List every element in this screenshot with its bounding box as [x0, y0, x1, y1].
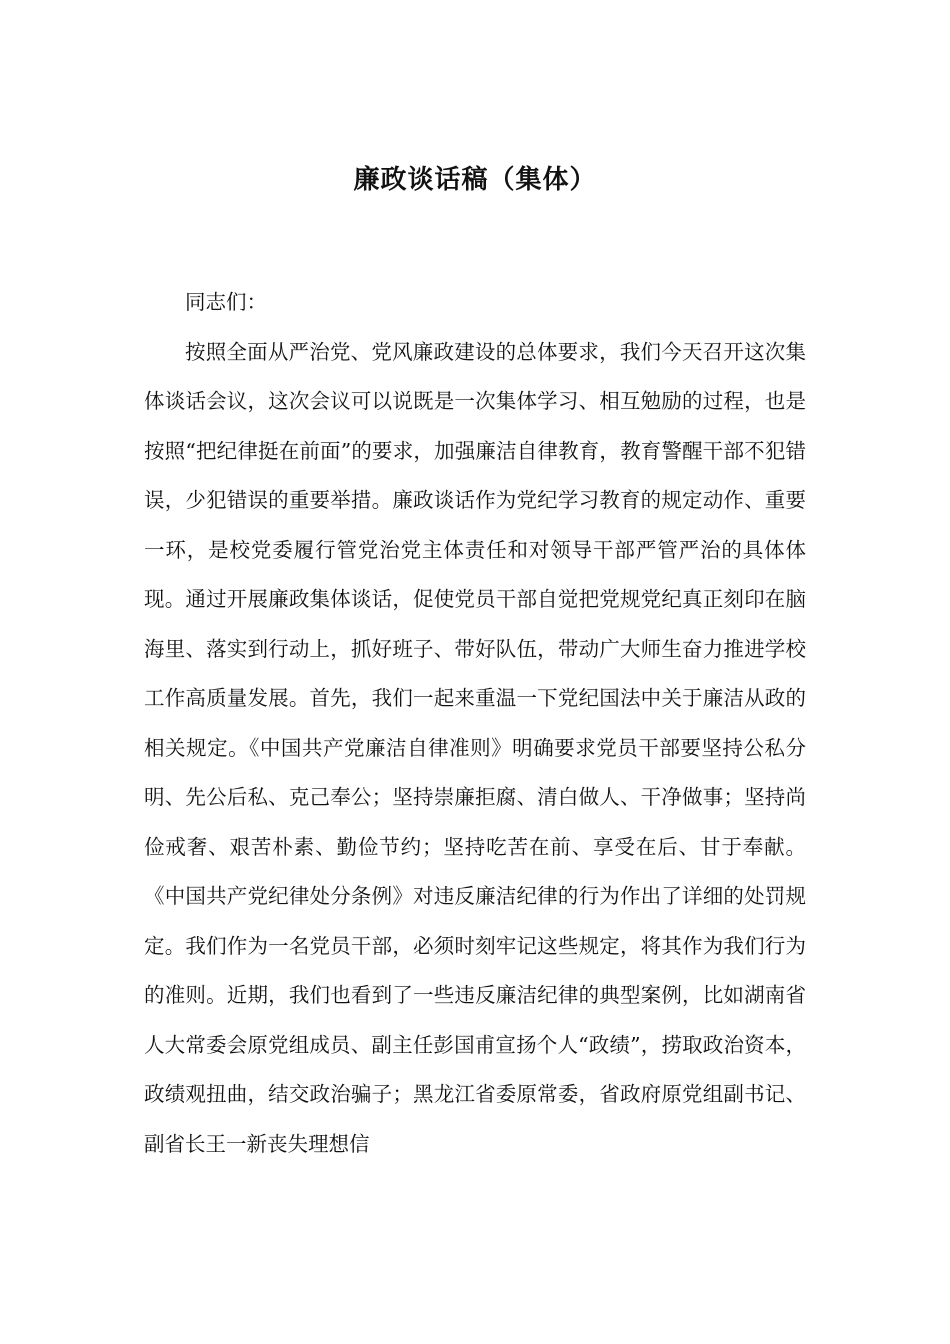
body-paragraph: 按照全面从严治党、党风廉政建设的总体要求，我们今天召开这次集体谈话会议，这次会议可以说既是一次集体学习、相互勉励的过程，也是按照“把纪律挺在前面”的要求，加强廉洁自律教育，教育警醒干部不犯错误，少犯错误的重要举措。廉政谈话作为党纪学习教育的规定动作、重要一环，是校党委履行管党治党主体责任和对领导干部严管严治的具体体现。通过开展廉政集体谈话，促使党员干部自觉把党规党纪真正刻印在脑海里、落实到行动上，抓好班子、带好队伍，带动广大师生奋力推进学校工作高质量发展。首先，我们一起来重温一下党纪国法中关于廉洁从政的相关规定。《中国共产党廉洁自律准则》明确要求党员干部要坚持公私分明、先公后私、克己奉公；坚持崇廉拒腐、清白做人、干净做事；坚持尚俭戒奢、艰苦朴素、勤俭节约；坚持吃苦在前、享受在后、甘于奉献。《中国共产党纪律处分条例》对违反廉洁纪律的行为作出了详细的处罚规定。我们作为一名党员干部，必须时刻牢记这些规定，将其作为我们行为的准则。近期，我们也看到了一些违反廉洁纪律的典型案例，比如湖南省人大常委会原党组成员、副主任彭国甫宣扬个人“政绩”，捞取政治资本，政绩观扭曲，结交政治骗子；黑龙江省委原常委，省政府原党组副书记、副省长王一新丧失理想信 [144, 339, 806, 1156]
salutation: 同志们： [185, 290, 267, 314]
document-title: 廉政谈话稿（集体） [353, 165, 597, 195]
document-body [144, 278, 806, 1169]
